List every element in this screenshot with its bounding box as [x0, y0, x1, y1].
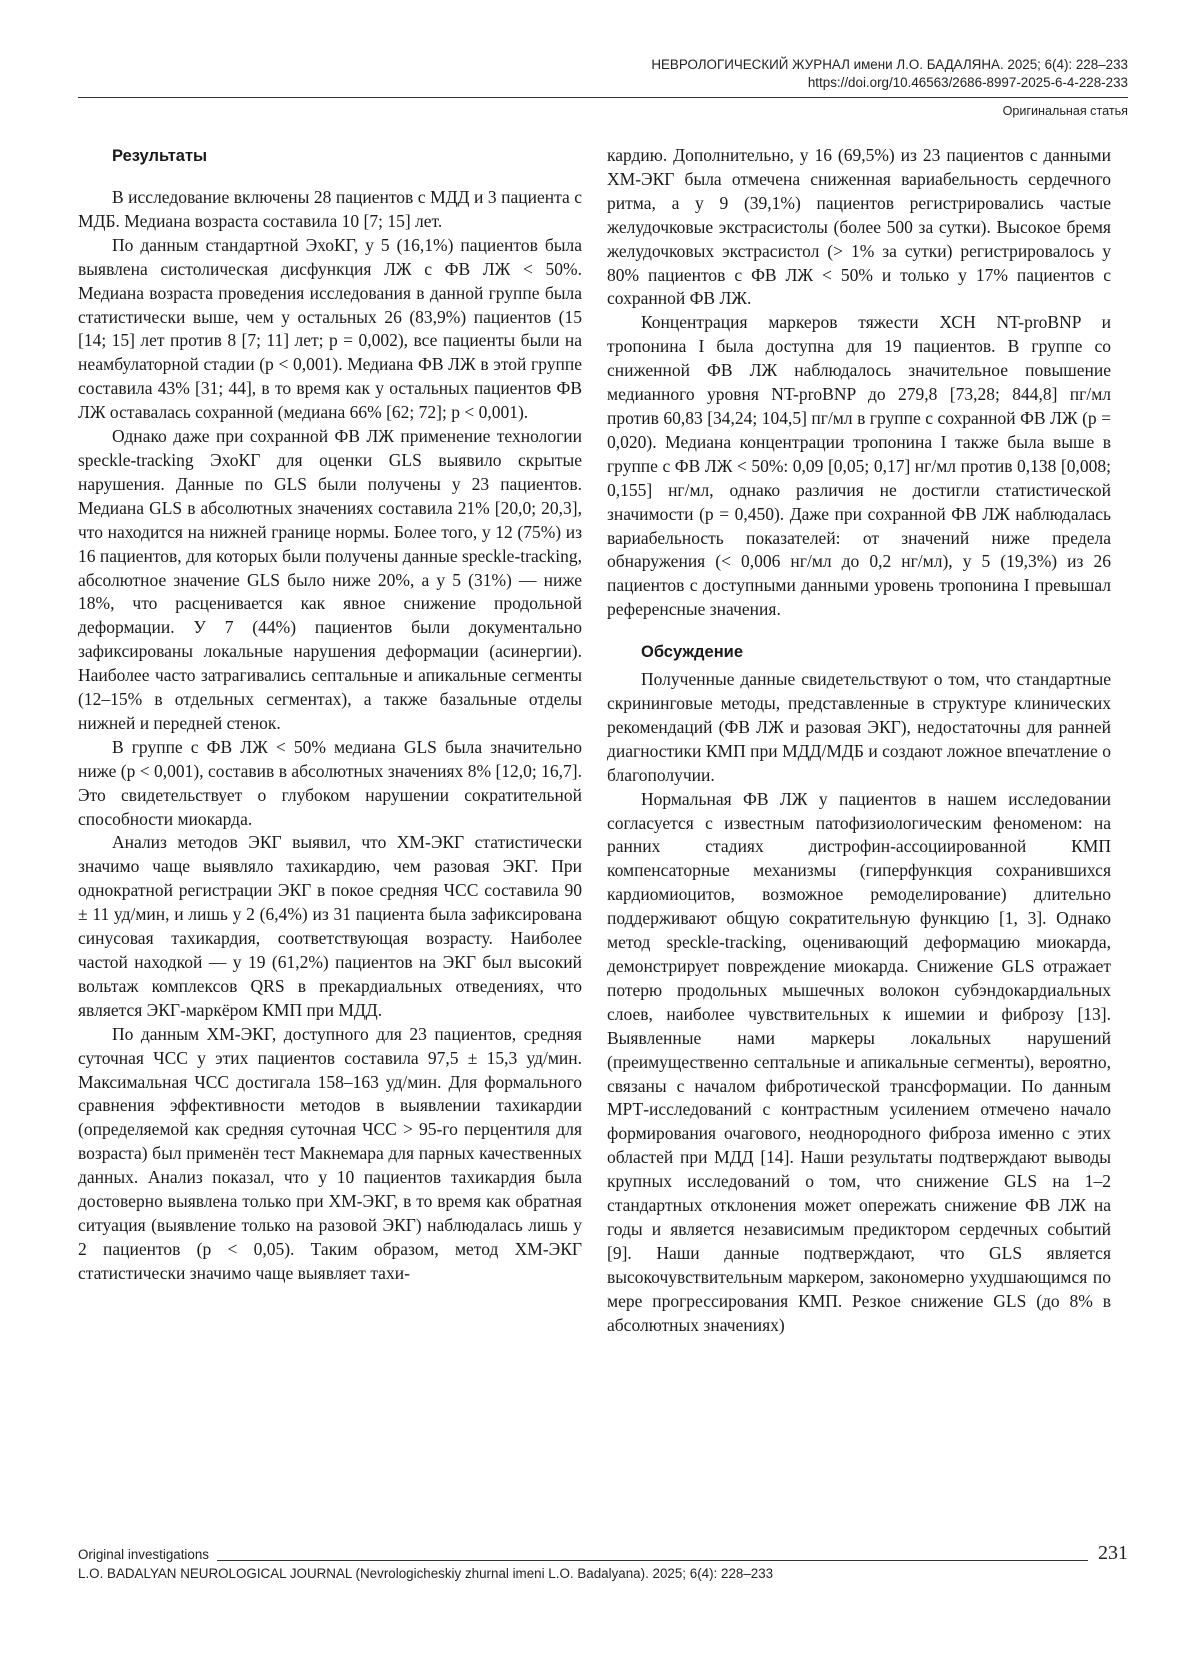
header-rule [78, 97, 1128, 98]
page-footer [78, 1538, 1128, 1581]
paragraph: Полученные данные свидетельствуют о том, что стандартные скрининговые методы, представленные в структуре клинических рекомендаций (ФВ ЛЖ и разовая ЭКГ), недостаточны для ранней диагностики КМП при МДД/МДБ и создают ложное впечатление о благополучии. [607, 669, 1111, 785]
discussion-heading: Обсуждение [641, 643, 743, 662]
results-heading: Результаты [112, 147, 208, 165]
doi-link[interactable]: https://doi.org/10.46563/2686-8997-2025-6-4-228-233 [807, 75, 1128, 90]
paragraph: Однако даже при сохранной ФВ ЛЖ применение технологии speckle-tracking ЭхоКГ для оценки GLS выявило скрытые нарушения. Данные по GLS были получены у 23 пациентов. Медиана GLS в абсолютных значениях составила 21% [20,0; 20,3], что находится на нижней границе нормы. Более того, у 12 (75%) из 16 пациентов, для которых были получены данные speckle-tracking, абсолютное значение GLS было ниже 20%, а у 5 (31%) — ниже 18%, что расценивается как явное снижение продольной деформации. У 7 (44%) пациентов были документально зафиксированы локальные нарушения деформации (асинергии). Наиболее часто затрагивались септальные и апикальные сегменты (12–15% в отдельных сегментах), а также базальные отделы нижней и передней стенок. [78, 426, 582, 733]
page-number: 231 [1098, 1542, 1128, 1564]
right-column [607, 144, 1111, 1338]
paragraph: В группе с ФВ ЛЖ < 50% медиана GLS была значительно ниже (p < 0,001), составив в абсолютных значениях 8% [12,0; 16,7]. Это свидетельствует о глубоком нарушении сократительной способности миокарда. [78, 736, 582, 829]
article-type: Оригинальная статья [1002, 104, 1128, 118]
left-column [78, 144, 582, 1286]
paragraph: В исследование включены 28 пациентов с МДД и 3 пациента с МДБ. Медиана возраста составила 10 [7; 15] лет. [78, 187, 582, 231]
paragraph: Анализ методов ЭКГ выявил, что ХМ-ЭКГ статистически значимо чаще выявляло тахикардию, чем разовая ЭКГ. При однократной регистрации ЭКГ в покое средняя ЧСС составила 90 ± 11 уд/мин, и лишь у 2 (6,4%) из 31 пациента была зафиксирована синусовая тахикардия, соответствующая возрасту. Наиболее частой находкой — у 19 (61,2%) пациентов на ЭКГ был высокий вольтаж комплексов QRS в прекардиальных отведениях, что является ЭКГ-маркёром КМП при МДД. [78, 832, 582, 1020]
paragraph: Нормальная ФВ ЛЖ у пациентов в нашем исследовании согласуется с известным патофизиологическим феноменом: на ранних стадиях дистрофин-ассоциированной КМП компенсаторные механизмы (гиперфункция сохранившихся кардиомиоцитов, возможное ремоделирование) длительно поддерживают общую сократительную функцию [1, 3]. Однако метод speckle-tracking, оценивающий деформацию миокарда, демонстрирует повреждение миокарда. Снижение GLS отражает потерю продольных мышечных волокон субэндокардиальных слоев, наиболее чувствительных к ишемии и фиброзу [13]. Выявленные нами маркеры локальных нарушений (преимущественно септальные и апикальные сегменты), вероятно, связаны с началом фибротической трансформации. По данным МРТ-исследований с контрастным усилением отмечено начало формирования очагового, неоднородного фиброза именно с этих областей при МДД [14]. Наши результаты подтверждают выводы крупных исследований о том, что снижение GLS на 1–2 стандартных отклонения может опережать снижение ФВ ЛЖ на годы и является независимым предиктором сердечных событий [9]. Наши данные подтверждают, что GLS является высокочувствительным маркером, закономерно ухудшающимся по мере прогрессирования КМП. Резкое снижение GLS (до 8% в абсолютных значениях) [607, 788, 1111, 1335]
footer-section-label: Original investigations [78, 1547, 209, 1562]
paragraph: Концентрация маркеров тяжести ХСН NT-proBNP и тропонина I была доступна для 19 пациентов. В группе со сниженной ФВ ЛЖ наблюдалось значительное повышение медианного уровня NT-proBNP до 279,8 [73,28; 844,8] пг/мл против 60,83 [34,24; 104,5] пг/мл в группе с сохранной ФВ ЛЖ (p = 0,020). Медиана концентрации тропонина I также была выше в группе с ФВ ЛЖ < 50%: 0,09 [0,05; 0,17] нг/мл против 0,138 [0,008; 0,155] нг/мл, однако различия не достигли статистической значимости (p = 0,450). Даже при сохранной ФВ ЛЖ наблюдалась вариабельность показателей: от значений ниже предела обнаружения (< 0,006 нг/мл до 0,2 нг/мл), у 5 (19,3%) из 26 пациентов с доступными данными уровень тропонина I превышал референсные значения. [607, 312, 1111, 620]
journal-title: НЕВРОЛОГИЧЕСКИЙ ЖУРНАЛ имени Л.О. БАДАЛЯНА. 2025; 6(4): 228–233 [651, 57, 1128, 72]
paragraph: По данным ХМ-ЭКГ, доступного для 23 пациентов, средняя суточная ЧСС у этих пациентов составила 97,5 ± 15,3 уд/мин. Максимальная ЧСС достигала 158–163 уд/мин. Для формального сравнения эффективности методов в выявлении тахикардии (определяемой как средняя суточная ЧСС > 95-го перцентиля для возраста) был применён тест Макнемара для парных качественных данных. Анализ показал, что у 10 пациентов тахикардия была достоверно выявлена только при ХМ-ЭКГ, в то время как обратная ситуация (выявление только на разовой ЭКГ) наблюдалась лишь у 2 пациентов (p < 0,05). Таким образом, метод ХМ-ЭКГ статистически значимо чаще выявляет тахи- [78, 1023, 582, 1283]
footer-citation: L.O. BADALYAN NEUROLOGICAL JOURNAL (Nevrologicheskiy zhurnal imeni L.O. Badalyana). 2025; 6(4): 228–233 [78, 1566, 774, 1581]
footer-rule [217, 1560, 1088, 1561]
page-header [78, 56, 1128, 120]
paragraph-continued: кардию. Дополнительно, у 16 (69,5%) из 23 пациентов с данными ХМ-ЭКГ была отмечена сниженная вариабельность сердечного ритма, а у 9 (39,1%) пациентов регистрировались частые желудочковые экстрасистолы (более 500 за сутки). Высокое бремя желудочковых экстрасистол (> 1% за сутки) регистрировалось у 80% пациентов с ФВ ЛЖ < 50% и только у 17% пациентов с сохранной ФВ ЛЖ. [607, 145, 1111, 309]
paragraph: По данным стандартной ЭхоКГ, у 5 (16,1%) пациентов была выявлена систолическая дисфункция ЛЖ с ФВ ЛЖ < 50%. Медиана возраста проведения исследования в данной группе была статистически выше, чем у остальных 26 (83,9%) пациентов (15 [14; 15] лет против 8 [7; 11] лет; p = 0,002), все пациенты были на неамбулаторной стадии (p < 0,001). Медиана ФВ ЛЖ в этой группе составила 43% [31; 44], в то время как у остальных пациентов ФВ ЛЖ оставалась сохранной (медиана 66% [62; 72]; p < 0,001). [78, 234, 582, 423]
